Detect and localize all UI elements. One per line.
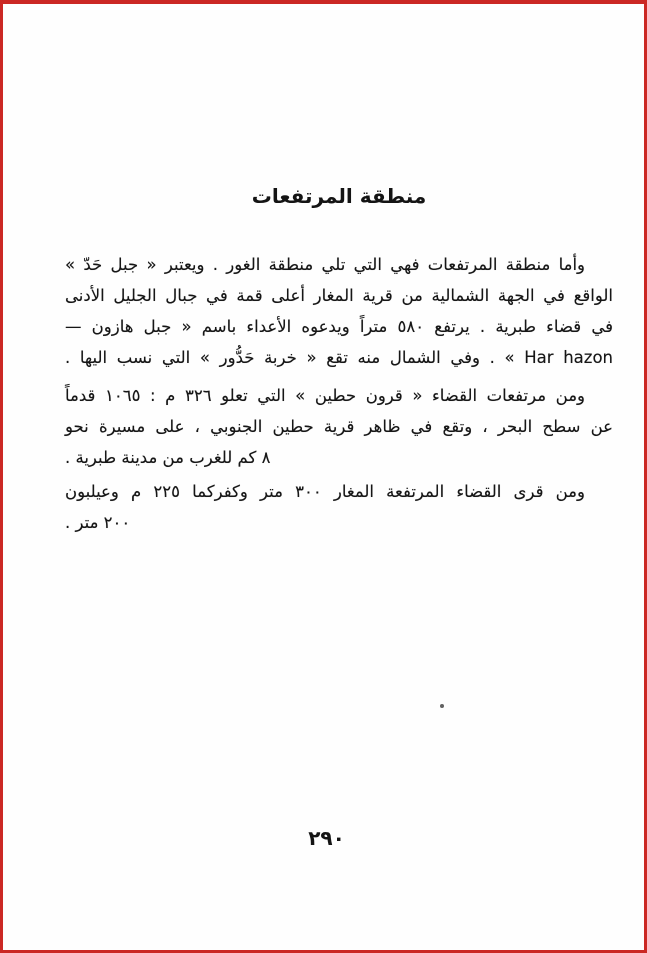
body-line: الواقع في الجهة الشمالية من قرية المغار أعلى قمة في جبال الجليل الأدنى (65, 286, 613, 305)
scan-artifact-dot (440, 704, 444, 708)
body-line: وأما منطقة المرتفعات فهي التي تلي منطقة الغور . ويعتبر « جبل حَدّ » (65, 255, 585, 274)
body-line: في قضاء طبرية . يرتفع ٥٨٠ متراً ويدعوه الأعداء باسم « جبل هازون — (65, 317, 613, 336)
paragraph (65, 249, 613, 373)
body-line: Har hazon » . وفي الشمال منه تقع « خربة حَدُّور » التي نسب اليها . (65, 348, 613, 367)
text-body (65, 249, 613, 538)
body-line: ومن مرتفعات القضاء « قرون حطين » التي تعلو ٣٢٦ م : ١٠٦٥ قدماً (65, 386, 585, 405)
body-line: ومن قرى القضاء المرتفعة المغار ٣٠٠ متر وكفركما ٢٢٥ م وعيلبون (65, 482, 585, 501)
paragraph (65, 476, 613, 538)
page-number: ٢٩٠ (308, 826, 345, 850)
body-line: ٢٠٠ متر . (65, 513, 131, 532)
paragraph (65, 380, 613, 473)
body-line: عن سطح البحر ، وتقع في ظاهر قرية حطين الجنوبي ، على مسيرة نحو (65, 417, 613, 436)
page-title: منطقة المرتفعات (251, 184, 427, 208)
body-line: ٨ كم للغرب من مدينة طبرية . (65, 448, 271, 467)
